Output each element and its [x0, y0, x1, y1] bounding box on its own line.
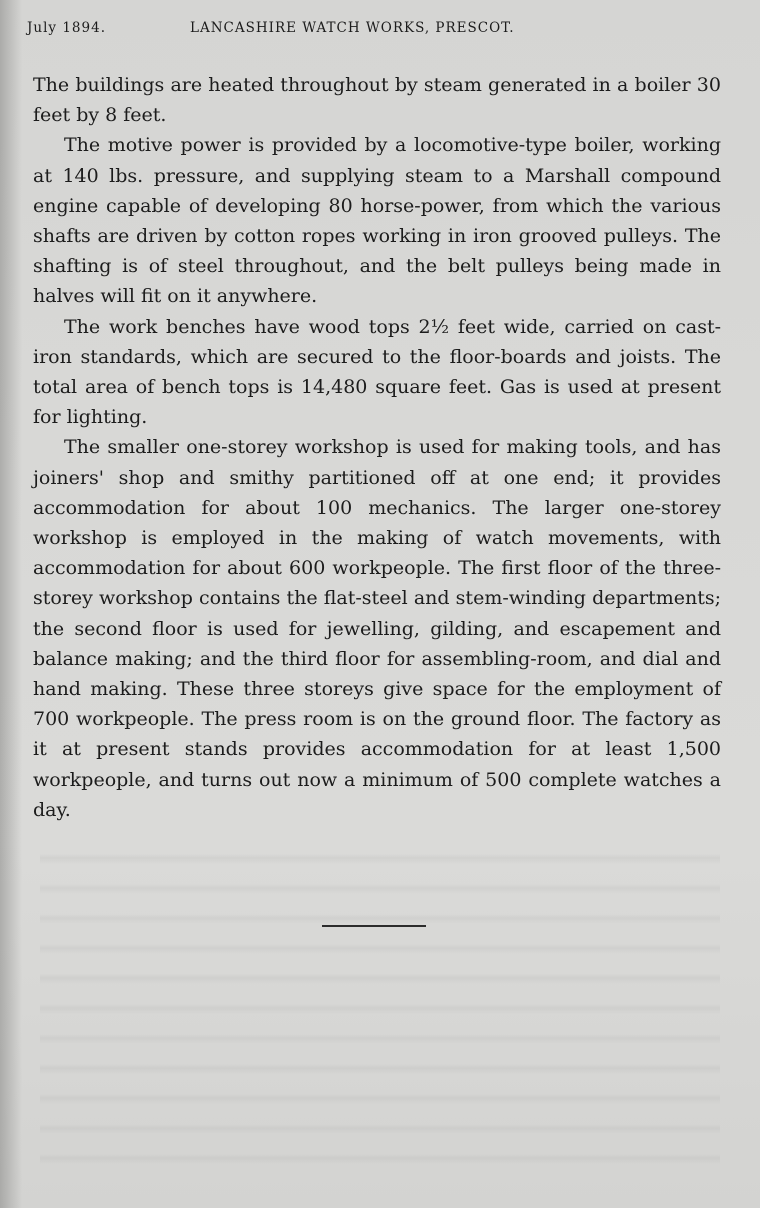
show-through-text: [40, 840, 720, 1180]
paragraph-motive-power: The motive power is provided by a locomotive-type boiler, working at 140 lbs. pressure, and supplying steam to a Marshall compound engine capable of developing 80 horse-power, from which the various shafts are driven by cotton ropes working in iron grooved pulleys. The shafting is of steel throughout, and the belt pulleys being made in halves will fit on it anywhere.: [33, 134, 721, 308]
page-header: [27, 20, 732, 44]
paragraph-work-benches: The work benches have wood tops 2½ feet wide, carried on cast-iron standards, which are secured to the floor-boards and joists. The total area of bench tops is 14,480 square feet. Gas is used at present for lighting.: [33, 315, 721, 429]
body-text: [33, 70, 721, 825]
paragraph-workshops: The smaller one-storey workshop is used for making tools, and has joiners' shop and smithy partitioned off at one end; it provides accommodation for about 100 mechanics. The larger one-storey workshop is employed in the making of watch movements, with accommodation for about 600 workpeople. The first floor of the three-storey workshop contains the flat-steel and stem-winding departments; the second floor is used for jewelling, gilding, and escapement and balance making; and the third floor for assembling-room, and dial and hand making. These three storeys give space for the employment of 700 workpeople. The press room is on the ground floor. The factory as it at present stands provides accommodation for at least 1,500 workpeople, and turns out now a minimum of 500 complete watches a day.: [33, 436, 721, 821]
section-rule: [322, 925, 426, 927]
running-title: LANCASHIRE WATCH WORKS, PRESCOT.: [190, 20, 515, 36]
paragraph-heating: The buildings are heated throughout by steam generated in a boiler 30 feet by 8 feet.: [33, 74, 721, 127]
header-date: July 1894.: [27, 20, 106, 36]
